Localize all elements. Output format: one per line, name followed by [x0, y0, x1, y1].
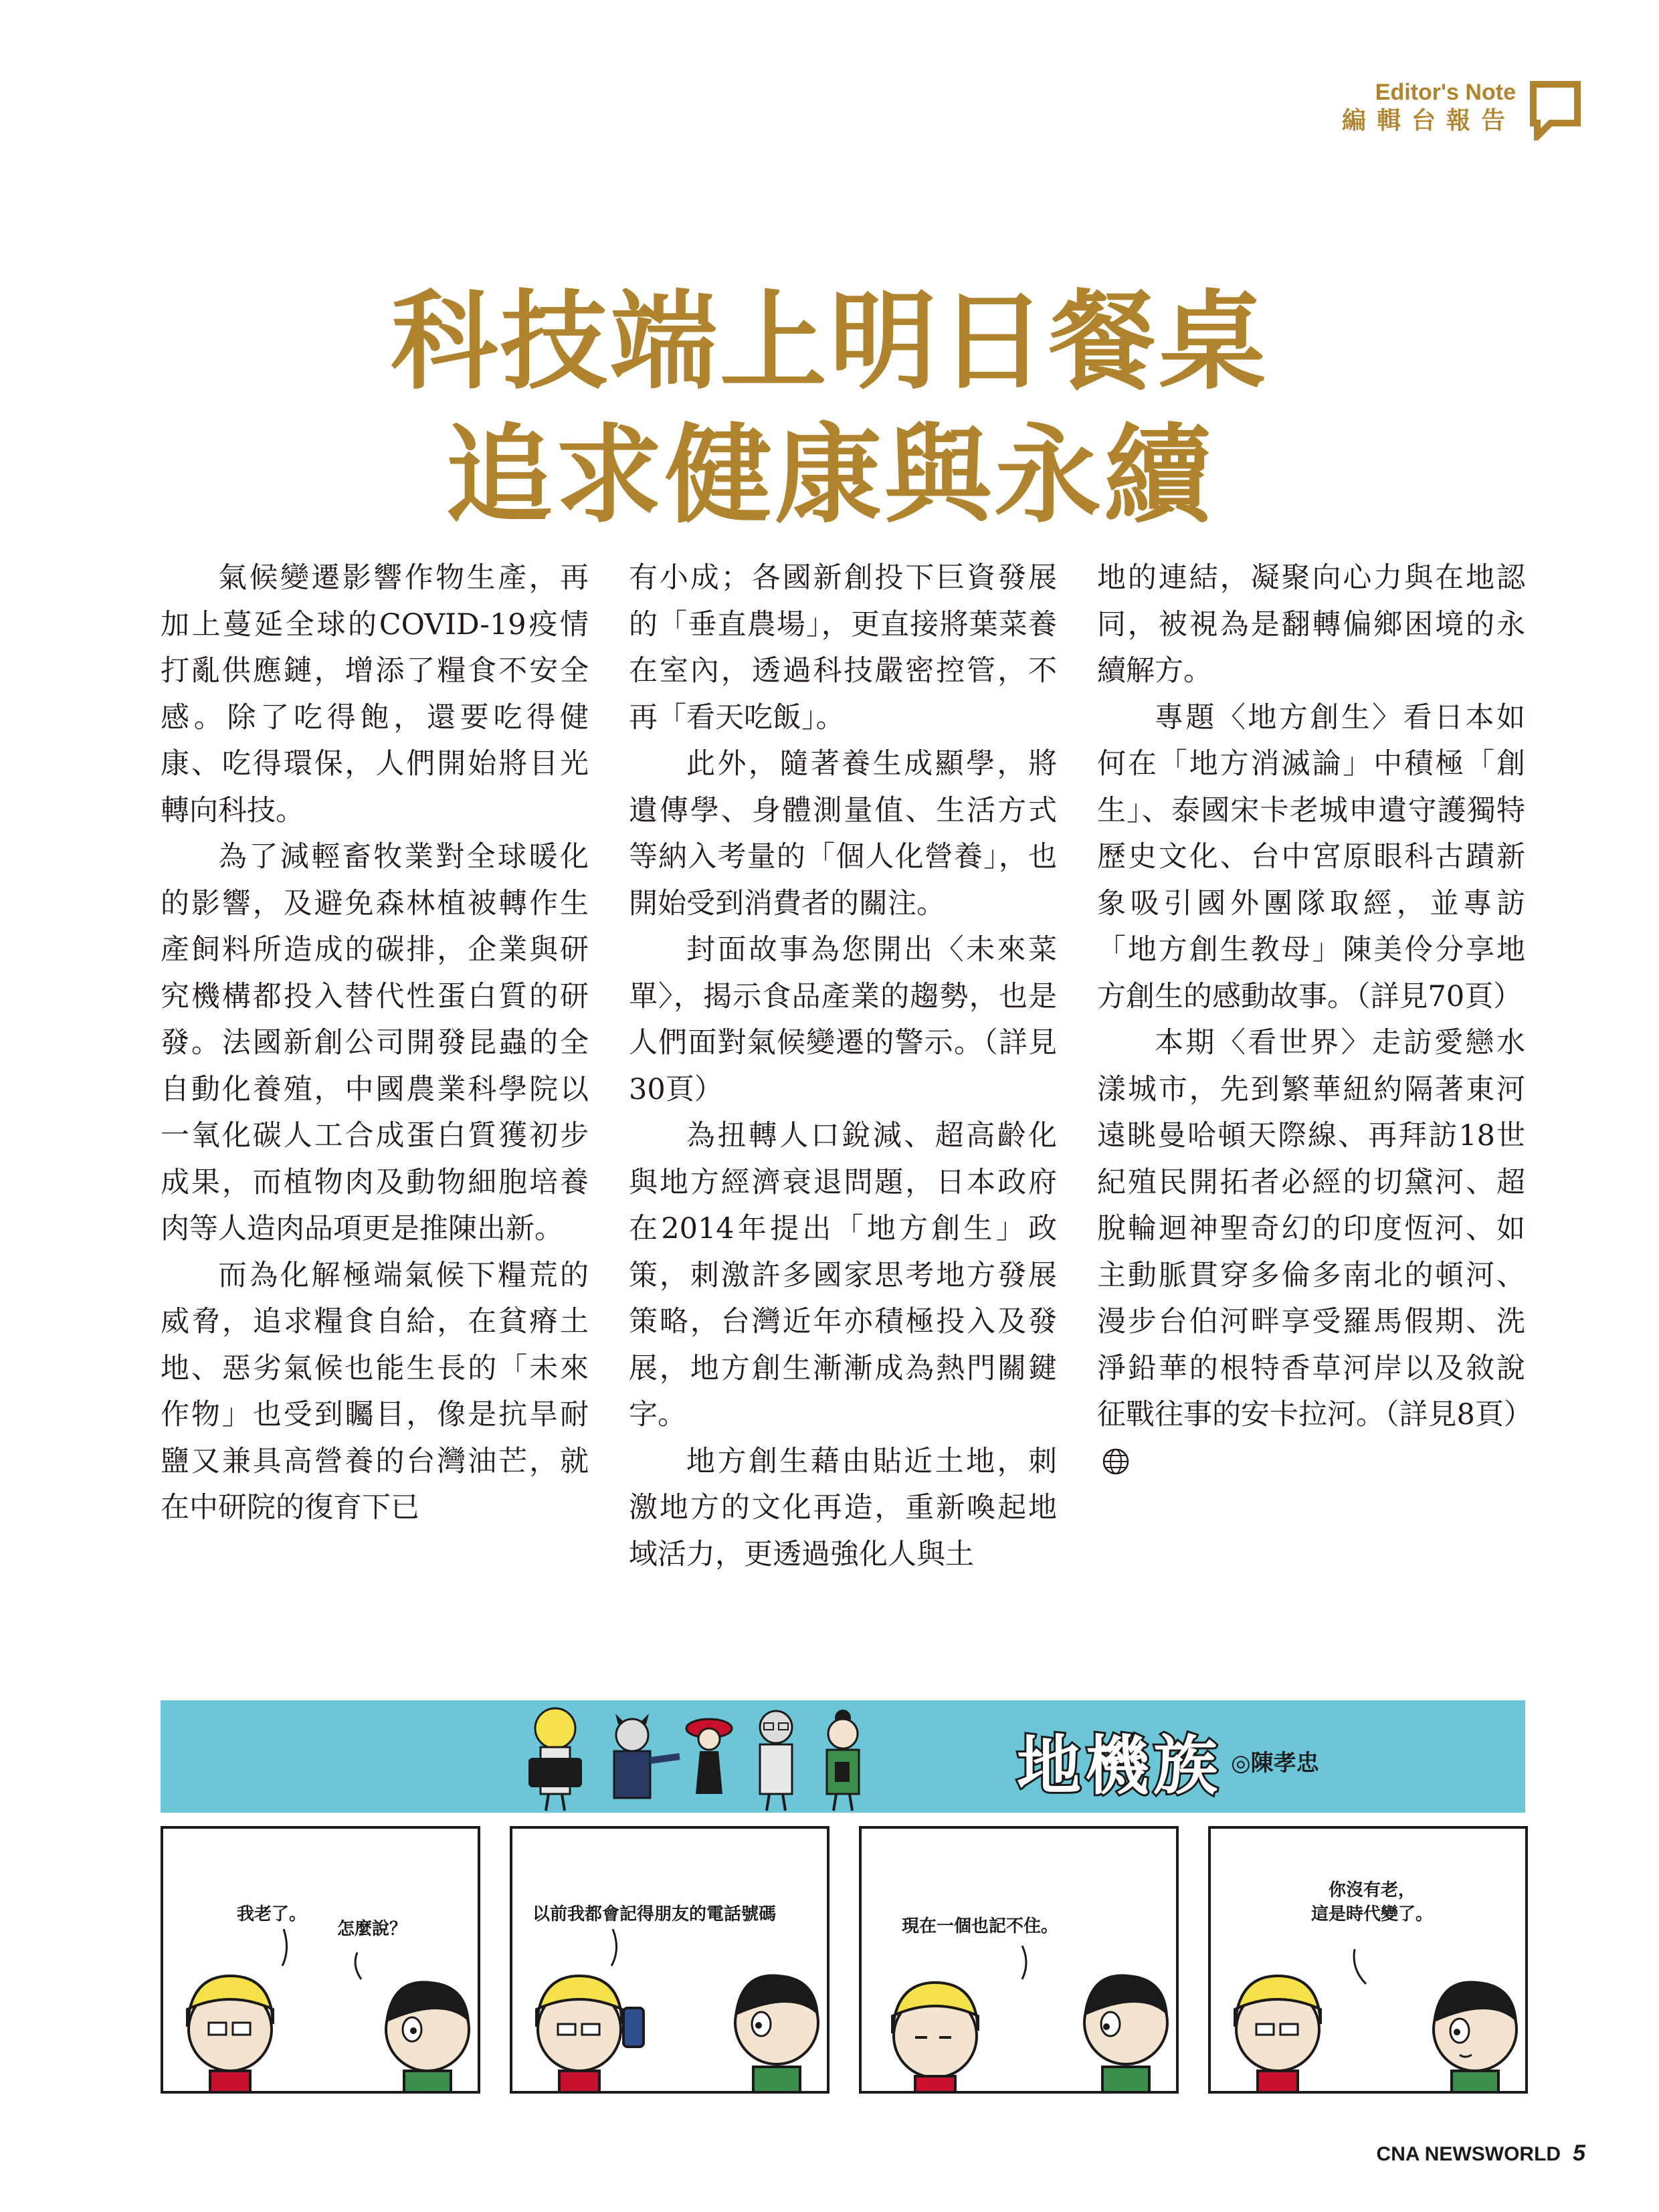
comic-characters-illustration [522, 1700, 990, 1813]
paragraph: 此外，隨著養生成顯學，將遺傳學、身體測量值、生活方式等納入考量的「個人化營養」，也開始受到消費者的關注。 [629, 747, 1057, 920]
title-line-2: 追求健康與永續 [445, 412, 1213, 538]
article-column-3 [1097, 555, 1533, 1485]
title-line-1: 科技端上明日餐桌 [390, 278, 1268, 404]
comic-panel-4 [1208, 1826, 1528, 2094]
paragraph-continued: 地的連結，凝聚向心力與在地認同，被視為是翻轉偏鄉困境的永續解方。 [1097, 561, 1525, 688]
speech-text-left: 我老了。 [237, 1904, 307, 1924]
comic-panel-2 [510, 1826, 830, 2094]
editor-note-label-en: Editor's Note [1375, 80, 1516, 105]
comic-title: 地機族 [1017, 1728, 1222, 1803]
article-column-2 [629, 555, 1057, 1578]
speech-text-left: 以前我都會記得朋友的電話號碼 [532, 1904, 777, 1924]
paragraph-last-text: 本期〈看世界〉走訪愛戀水漾城市，先到繁華紐約隔著東河遠眺曼哈頓天際線、再拜訪18世紀殖民開拓者必經的切黛河、超脫輪迴神聖奇幻的印度恆河、如主動脈貫穿多倫多南北的頓河、漫步台伯河畔享受羅馬假期、洗淨鉛華的根特香草河岸以及敘說征戰往事的安卡拉河。（詳見8頁） [1097, 1026, 1533, 1431]
editor-note-label-zh: 編輯台報告 [1341, 107, 1516, 134]
panel-4-illustration [1211, 1829, 1528, 2094]
globe-icon [1101, 1447, 1131, 1476]
panel-3-illustration [862, 1829, 1179, 2094]
paragraph: 封面故事為您開出〈未來菜單〉，揭示食品產業的趨勢，也是人們面對氣候變遷的警示。（詳見30頁） [629, 933, 1057, 1106]
speech-bubble-icon [1528, 79, 1583, 140]
paragraph: 氣候變遷影響作物生產，再加上蔓延全球的COVID-19疫情打亂供應鏈，增添了糧食不安全感。除了吃得飽，還要吃得健康、吃得環保，人們開始將目光轉向科技。 [161, 561, 589, 827]
paragraph: 地方創生藉由貼近土地，刺激地方的文化再造，重新喚起地域活力，更透過強化人與土 [629, 1444, 1057, 1571]
panel-1-illustration [163, 1829, 480, 2094]
article-column-1 [161, 555, 589, 1532]
paragraph-last [1097, 1020, 1533, 1485]
page-footer [1377, 2140, 1585, 2167]
speech-text-right: 怎麼說？ [337, 1919, 407, 1939]
comic-author: ◎陳孝忠 [1231, 1750, 1319, 1777]
paragraph-continued: 有小成；各國新創投下巨資發展的「垂直農場」，更直接將葉菜養在室內，透過科技嚴密控管，不再「看天吃飯」。 [629, 561, 1057, 734]
panel-2-illustration [512, 1829, 830, 2094]
speech-text-left: 現在一個也記不住。 [902, 1916, 1059, 1936]
comic-panel-3 [859, 1826, 1179, 2094]
editor-note-badge [1342, 79, 1583, 136]
comic-banner [161, 1700, 1525, 1813]
speech-text-right: 你沒有老， 這是時代變了。 [1311, 1880, 1434, 1924]
paragraph: 專題〈地方創生〉看日本如何在「地方消滅論」中積極「創生」、泰國宋卡老城申遺守護獨特歷史文化、台中宮原眼科古蹟新象吸引國外團隊取經，並專訪「地方創生教母」陳美伶分享地方創生的感動故事。（詳見70頁） [1097, 700, 1525, 1013]
comic-panel-1 [161, 1826, 480, 2094]
paragraph: 為了減輕畜牧業對全球暖化的影響，及避免森林植被轉作生產飼料所造成的碳排，企業與研究機構都投入替代性蛋白質的研發。法國新創公司開發昆蟲的全自動化養殖，中國農業科學院以一氧化碳人工合成蛋白質獲初步成果，而植物肉及動物細胞培養肉等人造肉品項更是推陳出新。 [161, 840, 589, 1245]
page-number: 5 [1573, 2140, 1585, 2166]
paragraph: 為扭轉人口銳減、超高齡化與地方經濟衰退問題，日本政府在2014年提出「地方創生」政策，刺激許多國家思考地方發展策略，台灣近年亦積極投入及發展，地方創生漸漸成為熱門關鍵字。 [629, 1119, 1057, 1431]
paragraph: 而為化解極端氣候下糧荒的威脅，追求糧食自給，在貧瘠土地、惡劣氣候也能生長的「未來作物」也受到矚目，像是抗旱耐鹽又兼具高營養的台灣油芒，就在中研院的復育下已 [161, 1258, 589, 1524]
article-title [0, 274, 1659, 542]
magazine-name: CNA NEWSWORLD [1376, 2143, 1561, 2165]
